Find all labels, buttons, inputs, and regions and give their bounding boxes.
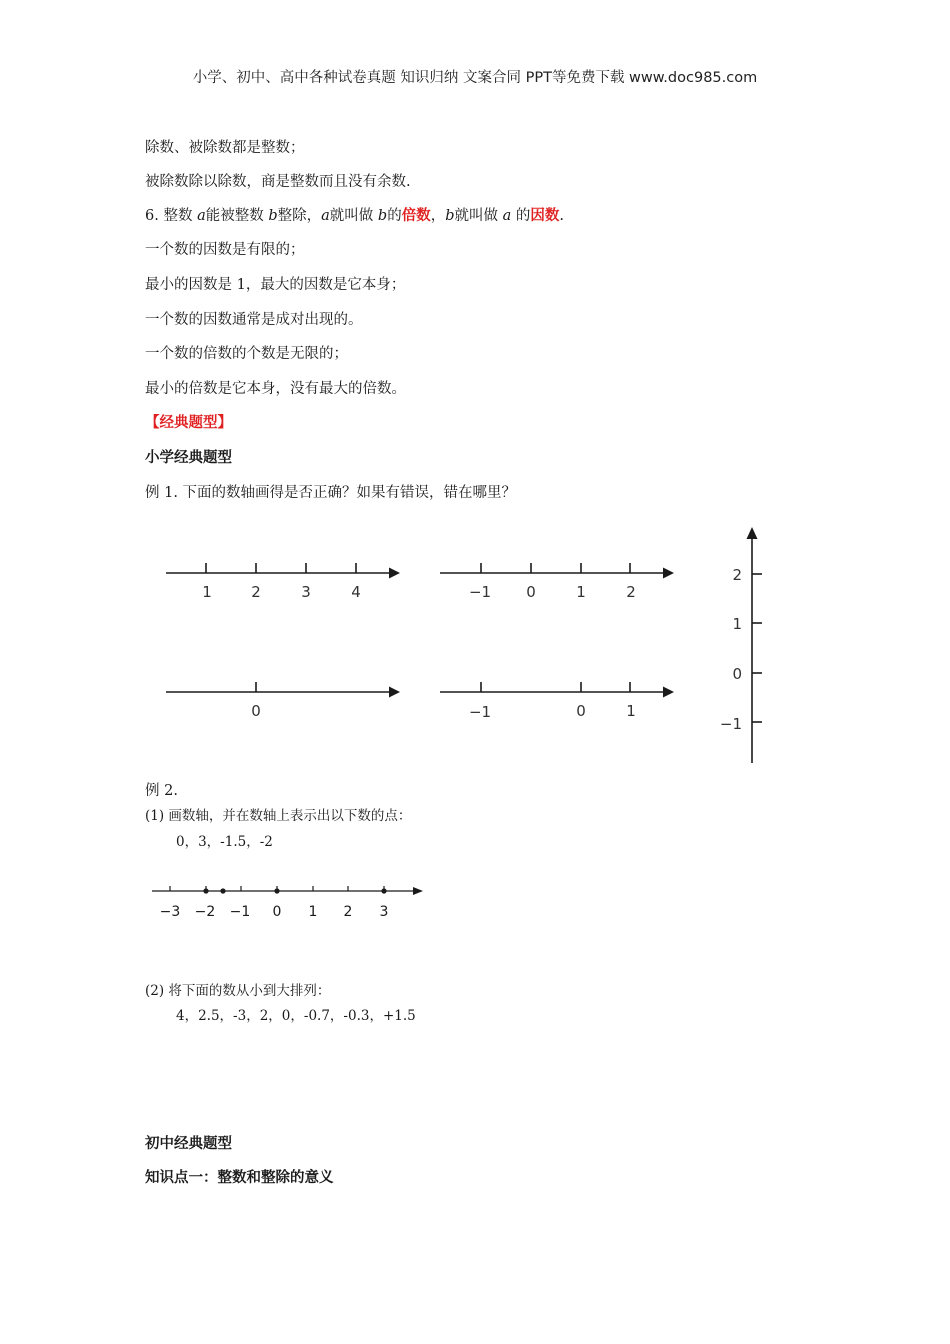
axis-4-label: 0 <box>576 702 586 720</box>
ex2-axis-label: 2 <box>343 904 353 920</box>
example-2-q2: (2) 将下面的数从小到大排列： <box>145 983 331 999</box>
var-b: b <box>445 208 455 224</box>
text-line-6: 一个数的因数通常是成对出现的。 <box>145 312 363 328</box>
vertical-axis-label: 0 <box>732 665 742 683</box>
ex2-axis-label: −3 <box>159 904 181 920</box>
axis-4-label: −1 <box>468 703 492 721</box>
var-b: b <box>377 208 388 224</box>
axis-2-label: −1 <box>468 583 492 601</box>
ex2-axis-label: −2 <box>194 904 216 920</box>
ex2-point <box>203 888 208 893</box>
ex2-axis-label: 1 <box>308 904 318 920</box>
l3-prefix: 6. 整数 <box>145 208 198 224</box>
text-line-8: 最小的倍数是它本身，没有最大的倍数。 <box>145 381 406 397</box>
ex2-axis-label: 0 <box>272 904 282 920</box>
text-line-5: 最小的因数是 1，最大的因数是它本身； <box>145 277 406 293</box>
axis-1-label: 2 <box>251 583 261 601</box>
example-2-q1-numbers: 0，3，-1.5，-2 <box>176 834 273 850</box>
example-2-q2-numbers: 4，2.5，-3，2，0，-0.7，-0.3，+1.5 <box>176 1008 416 1024</box>
text-line-1: 除数、被除数都是整数； <box>145 140 305 156</box>
l3-t2: 整除， <box>277 208 322 224</box>
text-line-4: 一个数的因数是有限的； <box>145 242 305 258</box>
section-title: 【经典题型】 <box>145 415 232 431</box>
ex2-point <box>381 888 386 893</box>
l3-t4: 的 <box>387 208 402 224</box>
ex2-point <box>274 888 279 893</box>
ex2-point <box>220 888 225 893</box>
text-line-7: 一个数的倍数的个数是无限的； <box>145 346 348 362</box>
primary-title: 小学经典题型 <box>145 450 232 466</box>
ex2-axis-label: 3 <box>379 904 389 920</box>
term-factor: 因数 <box>530 208 560 224</box>
l3-t6: 就叫做 <box>454 208 503 224</box>
vertical-axis-label: 1 <box>732 615 742 633</box>
example-1: 例 1. 下面的数轴画得是否正确？如果有错误，错在哪里？ <box>145 485 517 501</box>
ex2-axis-arrow <box>413 887 423 895</box>
junior-title: 初中经典题型 <box>145 1136 232 1152</box>
var-a: a <box>197 208 206 224</box>
axis-2-label: 1 <box>576 583 586 601</box>
vertical-axis-label: −1 <box>719 715 742 733</box>
l3-t1: 能被整数 <box>205 208 269 224</box>
ex2-axis-label: −1 <box>229 904 251 920</box>
axis-3-label: 0 <box>251 702 261 720</box>
term-multiple: 倍数 <box>401 208 431 224</box>
l3-t8: . <box>559 208 564 224</box>
axis-1-label: 4 <box>351 583 361 601</box>
var-a: a <box>502 208 512 224</box>
page-header: 小学、初中、高中各种试卷真题 知识归纳 文案合同 PPT等免费下载 www.doc985.com <box>192 70 758 86</box>
example-2-q1: (1) 画数轴，并在数轴上表示出以下数的点： <box>145 808 412 824</box>
l3-t3: 就叫做 <box>329 208 378 224</box>
axis-4-label: 1 <box>626 702 636 720</box>
axis-1-label: 1 <box>202 583 212 601</box>
axis-2-label: 0 <box>526 583 536 601</box>
axis-1-label: 3 <box>301 583 311 601</box>
l3-t7: 的 <box>511 208 531 224</box>
vertical-axis-label: 2 <box>732 566 742 584</box>
var-b: b <box>268 208 278 224</box>
example-2: 例 2. <box>145 783 178 799</box>
knowledge-point-1: 知识点一：整数和整除的意义 <box>145 1170 334 1186</box>
l3-t5: ， <box>430 208 446 224</box>
text-line-2: 被除数除以除数，商是整数而且没有余数. <box>145 174 411 190</box>
axis-2-label: 2 <box>626 583 636 601</box>
var-a: a <box>321 208 330 224</box>
